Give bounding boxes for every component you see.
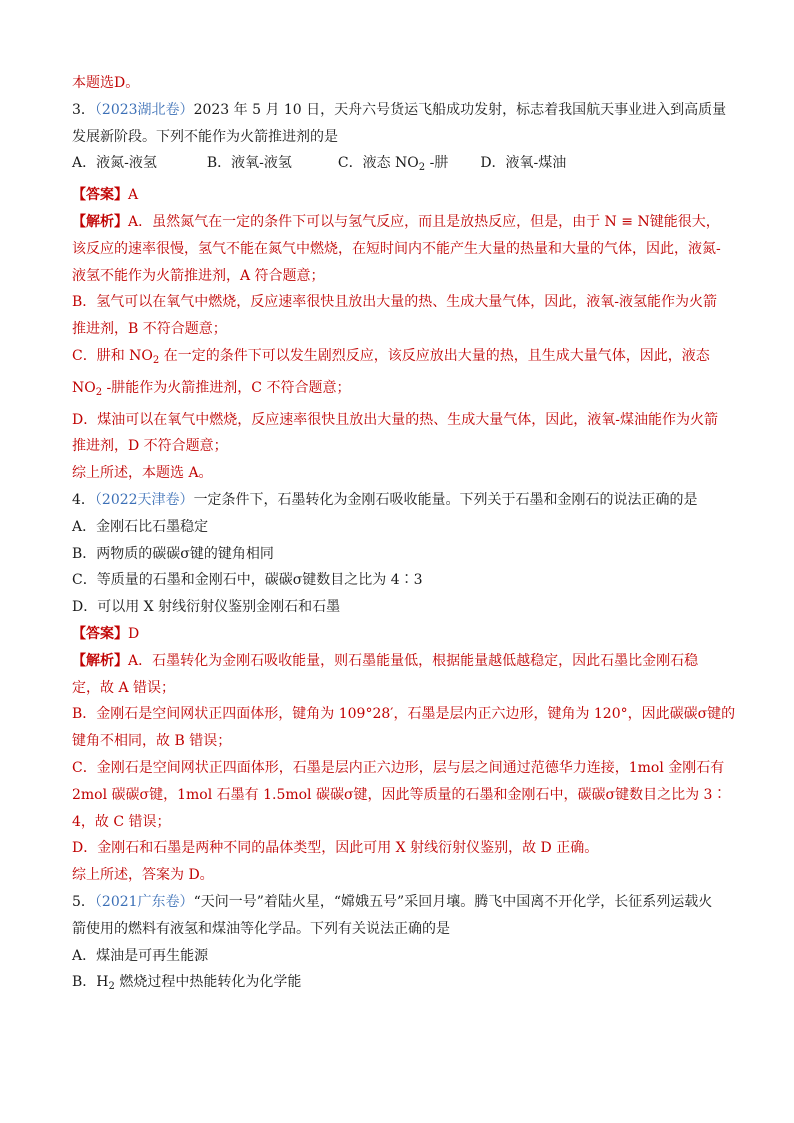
q3-analysis-c-2: $NO_2$ -肼能作为火箭推进剂，C 不符合题意；: [72, 379, 351, 398]
q3-answer-value: A: [128, 187, 139, 204]
q4-stem-text: 一定条件下，石墨转化为金刚石吸收能量。下列关于石墨和金刚石的说法正确的是: [193, 491, 698, 508]
q5-stem-line-1: [72, 889, 722, 916]
q3-option-d: D．液氧-煤油: [480, 155, 567, 172]
q5-number: 5．: [72, 893, 95, 910]
q3-option-a: A．液氮-液氢: [72, 155, 157, 172]
q4-analysis-c-1: C．金刚石是空间网状正四面体形，石墨是层内正六边形，层与层之间通过范德华力连接，1mol 金刚石有: [72, 759, 725, 776]
q4-answer-value: D: [128, 625, 140, 642]
q5-source: （2021广东卷）: [94, 893, 194, 910]
q2-conclusion: 本题选D。: [72, 75, 140, 91]
q4-option-c: C．等质量的石墨和金刚石中，碳碳σ键数目之比为 4∶3: [72, 572, 423, 589]
q3-option-c: C．液态 $NO_2$ -肼: [337, 155, 449, 174]
q3-analysis-a-3: 液氢不能作为火箭推进剂，A 符合题意；: [72, 267, 325, 284]
q4-analysis-b-1: B．金刚石是空间网状正四面体形，键角为 109°28′，石墨是层内正六边形，键角为 120°，因此碳碳σ键的: [72, 706, 736, 723]
q4-answer: [72, 621, 722, 648]
q3-source: （2023湖北卷）: [94, 101, 194, 118]
q4-stem: [72, 487, 722, 514]
document-content: [72, 70, 736, 1001]
q4-number: 4．: [72, 491, 95, 508]
q4-answer-tag: 【答案】: [72, 625, 128, 642]
q3-analysis-tag: 【解析】: [72, 213, 128, 230]
q5-option-b: B．$H_2$ 燃烧过程中热能转化为化学能: [72, 974, 302, 993]
q4-option-b: B．两物质的碳碳σ键的键角相同: [72, 545, 274, 562]
q3-analysis-b-1: B．氢气可以在氧气中燃烧，反应速率很快且放出大量的热、生成大量气体，因此，液氧-液氢能作为火箭: [72, 294, 718, 311]
q4-analysis-c-2: 2mol 碳碳σ键，1mol 石墨有 1.5mol 碳碳σ键，因此等质量的石墨和金刚石中，碳碳σ键数目之比为 3∶: [72, 786, 727, 803]
q4-analysis-tag: 【解析】: [72, 652, 128, 669]
q4-option-d: D．可以用 X 射线衍射仪鉴别金刚石和石墨: [72, 599, 341, 616]
q3-answer-tag: 【答案】: [72, 187, 128, 204]
q3-stem-line-2: 发展新阶段。下列不能作为火箭推进剂的是: [72, 128, 338, 145]
q3-analysis-a-2: 该反应的速率很慢，氢气不能在氮气中燃烧，在短时间内不能产生大量的热量和大量的气体，因此，液氮-: [72, 240, 721, 257]
q3-stem-text-1: 2023 年 5 月 10 日，天舟六号货运飞船成功发射，标志着我国航天事业进入到高质量: [193, 101, 727, 118]
q3-answer: [72, 182, 722, 209]
q4-analysis-a-1: 【解析】A．石墨转化为金刚石吸收能量，则石墨能量低，根据能量越低越稳定，因此石墨比金刚石稳: [72, 652, 699, 669]
q4-analysis-c-3: 4，故 C 错误；: [72, 813, 171, 830]
q3-options: [72, 150, 722, 182]
q3-analysis-a-1: 【解析】A．虽然氮气在一定的条件下可以与氢气反应，而且是放热反应，但是，由于 N ≡ N键能很大，: [72, 213, 720, 230]
q3-stem-line-1: [72, 97, 727, 124]
q5-option-a: A．煤油是可再生能源: [72, 947, 209, 964]
q4-summary: 综上所述，答案为 D。: [72, 867, 214, 884]
q3-summary: 综上所述，本题选 A。: [72, 465, 213, 482]
q5-stem-line-2: 箭使用的燃料有液氢和煤油等化学品。下列有关说法正确的是: [72, 920, 450, 937]
q3-analysis-d-1: D．煤油可以在氧气中燃烧，反应速率很快且放出大量的热、生成大量气体，因此，液氧-煤油能作为火箭: [72, 411, 718, 428]
q5-stem-text-1: “天问一号”着陆火星，“嫦娥五号”采回月壤。腾飞中国离不开化学，长征系列运载火: [193, 893, 713, 910]
q3-number: 3．: [72, 101, 95, 118]
q4-analysis-a-2: 定，故 A 错误；: [72, 679, 176, 696]
q4-option-a: A．金刚石比石墨稳定: [72, 518, 209, 535]
q4-analysis-d-1: D．金刚石和石墨是两种不同的晶体类型，因此可用 X 射线衍射仪鉴别，故 D 正确。: [72, 840, 599, 857]
q3-analysis-c-1: C．肼和 $NO_2$ 在一定的条件下可以发生剧烈反应，该反应放出大量的热，且生成大量气体，因此，液态: [72, 347, 710, 366]
q3-option-b: B．液氧-液氢: [206, 155, 292, 172]
q3-analysis-d-2: 推进剂，D 不符合题意；: [72, 438, 228, 455]
q4-analysis-b-2: 键角不相同，故 B 错误；: [72, 733, 232, 750]
q4-source: （2022天津卷）: [94, 491, 194, 508]
q3-analysis-b-2: 推进剂，B 不符合题意；: [72, 321, 227, 338]
